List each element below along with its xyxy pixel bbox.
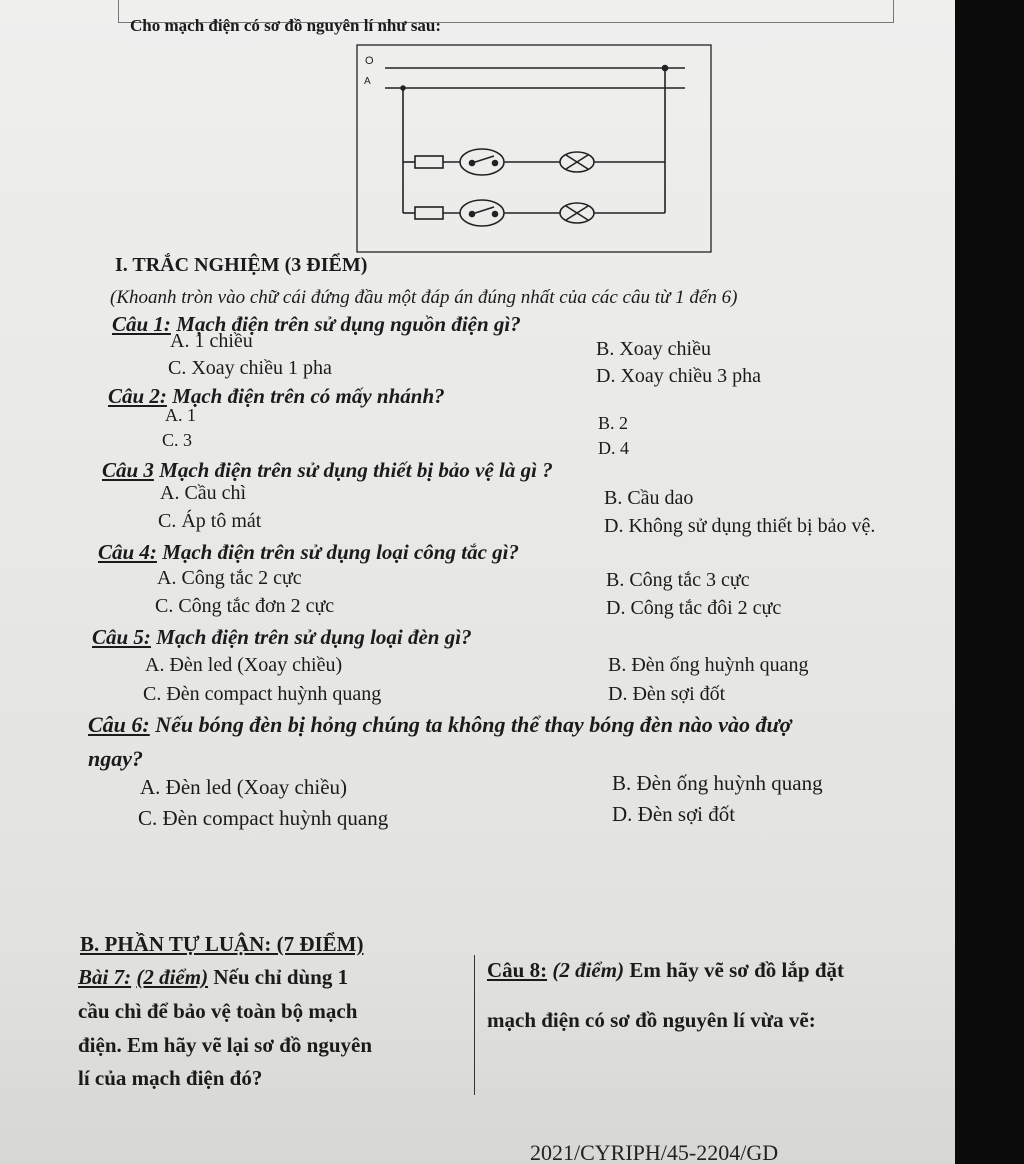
- q2-option-b[interactable]: B. 2: [598, 413, 629, 433]
- q1-option-d[interactable]: D. Xoay chiều 3 pha: [596, 365, 761, 387]
- q5-option-b[interactable]: B. Đèn ống huỳnh quang: [608, 654, 809, 676]
- q3-option-d[interactable]: D. Không sử dụng thiết bị bảo vệ.: [604, 515, 876, 537]
- label-phase: A: [364, 76, 371, 87]
- q4-option-c[interactable]: C. Công tắc đơn 2 cực: [155, 595, 335, 617]
- q3-option-c[interactable]: C. Áp tô mát: [158, 510, 262, 532]
- section1-title: I. TRẮC NGHIỆM (3 ĐIỂM): [115, 254, 368, 276]
- q5-option-a[interactable]: A. Đèn led (Xoay chiều): [145, 654, 343, 676]
- q1-option-b[interactable]: B. Xoay chiều: [596, 338, 711, 360]
- q3-option-a[interactable]: A. Cầu chì: [160, 482, 247, 504]
- q4-option-a[interactable]: A. Công tắc 2 cực: [157, 567, 302, 589]
- label-neutral: O: [365, 55, 374, 67]
- cau8-line-1: Câu 8: (2 điểm) Em hãy vẽ sơ đồ lắp đặt: [487, 958, 844, 982]
- circuit-diagram: [0, 0, 955, 260]
- column-divider: [474, 955, 475, 1095]
- question-2: Câu 2: Mạch điện trên có mấy nhánh?: [108, 384, 445, 408]
- q6-option-c[interactable]: C. Đèn compact huỳnh quang: [138, 806, 389, 830]
- question-3: Câu 3 Mạch điện trên sử dụng thiết bị bảo vệ là gì ?: [102, 458, 553, 482]
- question-1: Câu 1: Mạch điện trên sử dụng nguồn điện gì?: [112, 312, 521, 336]
- q1-option-c[interactable]: C. Xoay chiều 1 pha: [168, 357, 332, 379]
- footer-code: 2021/CYRIPH/45-2204/GD: [530, 1140, 779, 1164]
- q2-option-a[interactable]: A. 1: [165, 405, 196, 425]
- question-6: Câu 6: Nếu bóng đèn bị hỏng chúng ta không thể thay bóng đèn nào vào đượ: [88, 712, 792, 737]
- q5-option-c[interactable]: C. Đèn compact huỳnh quang: [143, 683, 382, 705]
- bai7-line-3: điện. Em hãy vẽ lại sơ đồ nguyên: [78, 1033, 373, 1057]
- dark-background: [955, 0, 1024, 1164]
- q6-option-a[interactable]: A. Đèn led (Xoay chiều): [140, 775, 348, 799]
- fuse-icon-1: [415, 156, 443, 168]
- section1-instruction: (Khoanh tròn vào chữ cái đứng đầu một đáp án đúng nhất của các câu từ 1 đến 6): [110, 287, 738, 308]
- bai7-line-2: cầu chì để bảo vệ toàn bộ mạch: [78, 999, 358, 1023]
- q6-option-d[interactable]: D. Đèn sợi đốt: [612, 802, 736, 826]
- q4-option-d[interactable]: D. Công tắc đôi 2 cực: [606, 597, 782, 619]
- q4-option-b[interactable]: B. Công tắc 3 cực: [606, 569, 750, 591]
- q2-option-d[interactable]: D. 4: [598, 438, 629, 458]
- fuse-icon-2: [415, 207, 443, 219]
- q5-option-d[interactable]: D. Đèn sợi đốt: [608, 683, 726, 705]
- section2-title: B. PHẦN TỰ LUẬN: (7 ĐIỂM): [80, 932, 364, 956]
- q6-option-b[interactable]: B. Đèn ống huỳnh quang: [612, 771, 823, 795]
- question-4: Câu 4: Mạch điện trên sử dụng loại công tắc gì?: [98, 540, 519, 564]
- intro-text: Cho mạch điện có sơ đồ nguyên lí như sau:: [130, 16, 442, 35]
- q1-option-a[interactable]: A. 1 chiều: [170, 330, 253, 352]
- question-6-continued: ngay?: [88, 746, 143, 771]
- q3-option-b[interactable]: B. Cầu dao: [604, 487, 694, 509]
- bai7-line-4: lí của mạch điện đó?: [78, 1066, 263, 1090]
- bai7-line-1: Bài 7: (2 điểm) Nếu chỉ dùng 1: [78, 965, 349, 989]
- question-5: Câu 5: Mạch điện trên sử dụng loại đèn gì?: [92, 625, 472, 649]
- q2-option-c[interactable]: C. 3: [162, 430, 193, 450]
- cau8-line-2: mạch điện có sơ đồ nguyên lí vừa vẽ:: [487, 1008, 816, 1032]
